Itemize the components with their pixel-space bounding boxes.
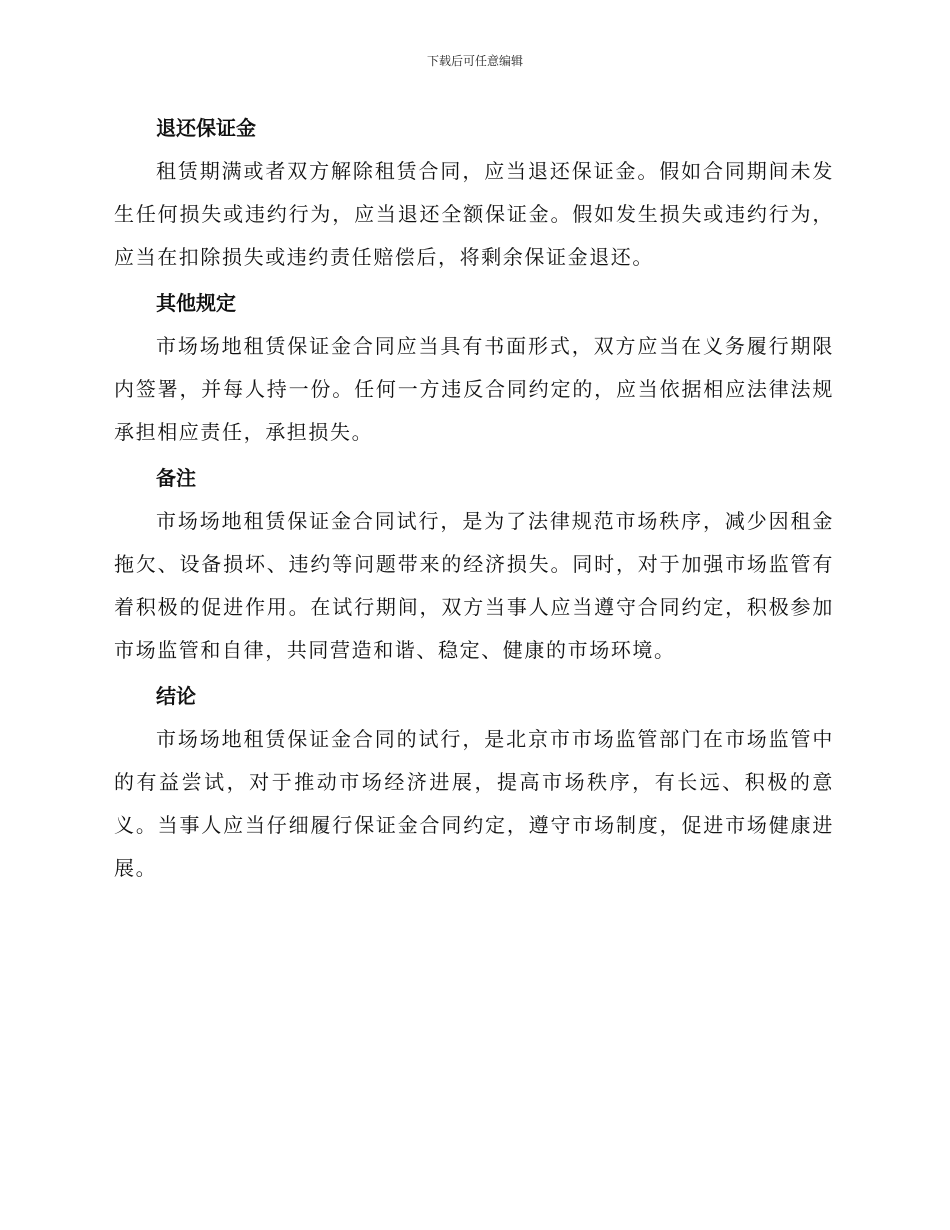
- document-body: [114, 108, 834, 894]
- section-conclusion: [114, 676, 834, 890]
- section-refund-deposit: [114, 108, 834, 279]
- section-paragraph: 市场场地租赁保证金合同试行，是为了法律规范市场秩序，减少因租金拖欠、设备损坏、违约等问题带来的经济损失。同时，对于加强市场监管有着积极的促进作用。在试行期间，双方当事人应当遵守合同约定，积极参加市场监管和自律，共同营造和谐、稳定、健康的市场环境。: [114, 509, 834, 662]
- section-paragraph: 市场场地租赁保证金合同应当具有书面形式，双方应当在义务履行期限内签署，并每人持一份。任何一方违反合同约定的，应当依据相应法律法规承担相应责任，承担损失。: [114, 334, 834, 444]
- section-title: 其他规定: [156, 291, 236, 315]
- section-title: 退还保证金: [156, 116, 256, 140]
- section-remarks: [114, 458, 834, 672]
- section-paragraph: 租赁期满或者双方解除租赁合同，应当退还保证金。假如合同期间未发生任何损失或违约行为，应当退还全额保证金。假如发生损失或违约行为，应当在扣除损失或违约责任赔偿后，将剩余保证金退还。: [114, 159, 834, 269]
- page-header: 下载后可任意编辑: [426, 54, 523, 68]
- section-other-provisions: [114, 283, 834, 454]
- section-title: 结论: [156, 684, 196, 708]
- section-paragraph: 市场场地租赁保证金合同的试行，是北京市市场监管部门在市场监管中的有益尝试，对于推动市场经济进展，提高市场秩序，有长远、积极的意义。当事人应当仔细履行保证金合同约定，遵守市场制度，促进市场健康进展。: [114, 727, 834, 880]
- section-title: 备注: [156, 466, 196, 490]
